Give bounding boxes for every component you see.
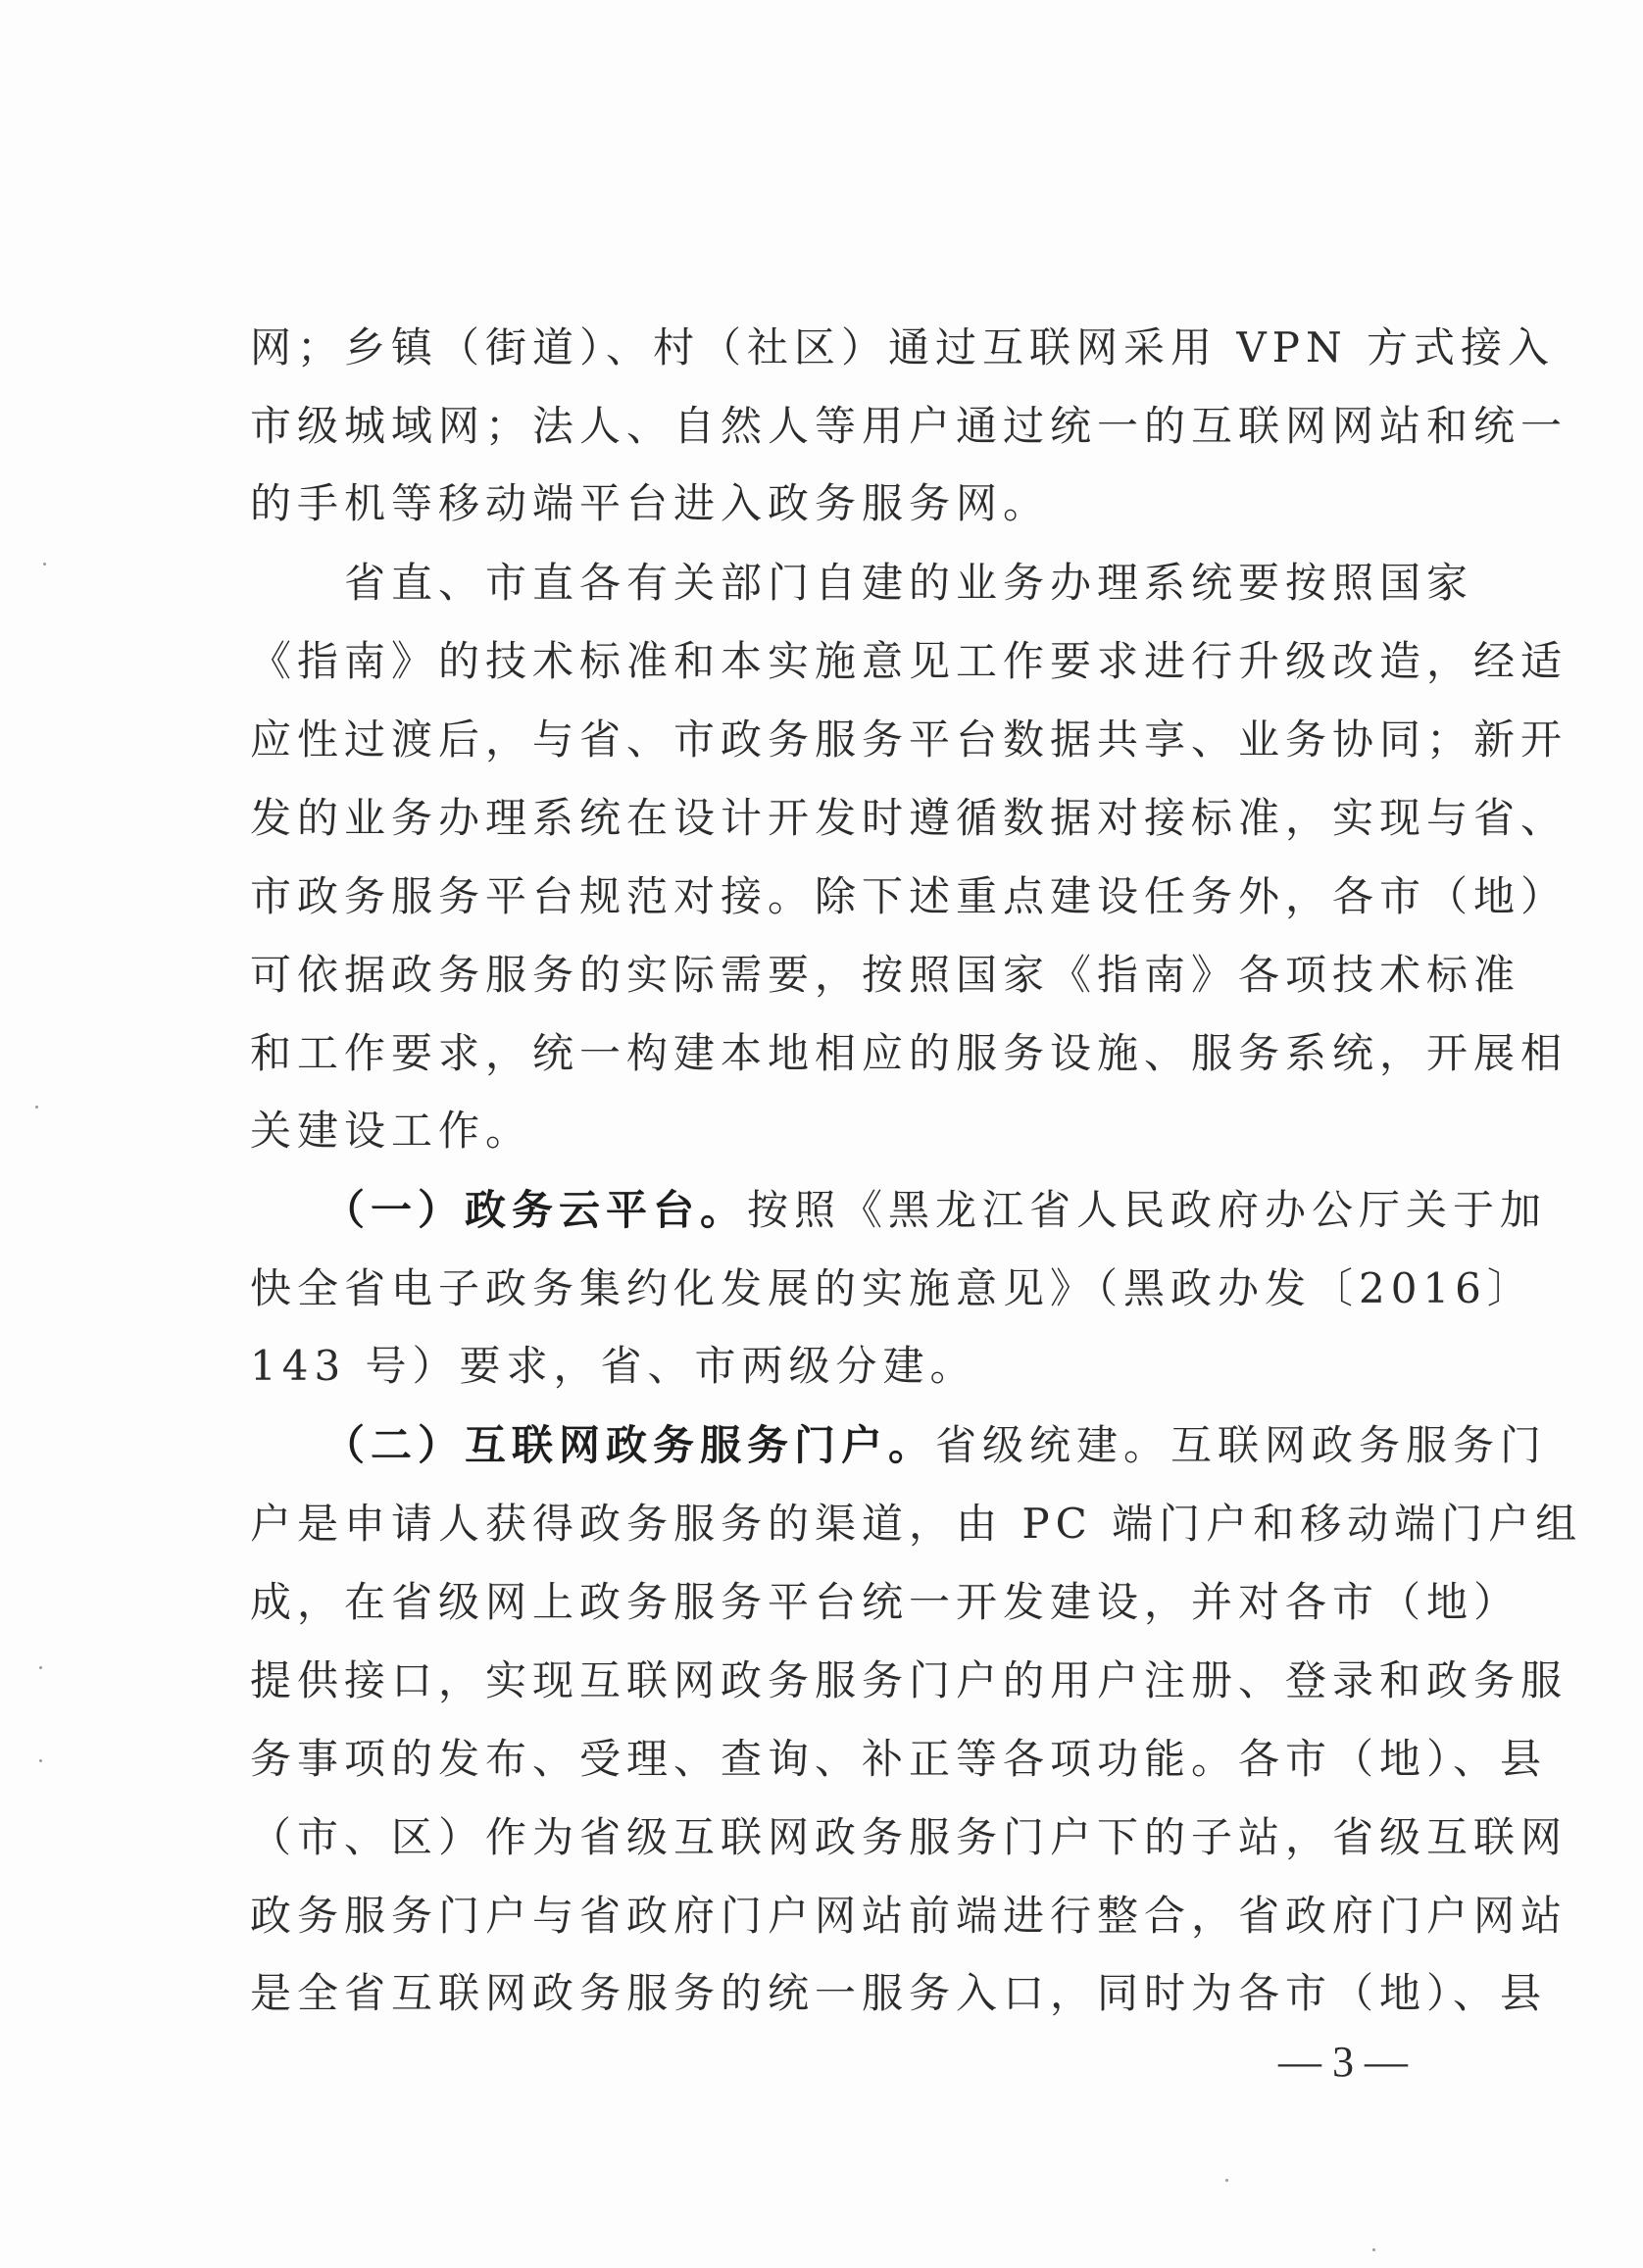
text-line: 提供接口，实现互联网政务服务门户的用户注册、登录和政务服 xyxy=(250,1656,1568,1704)
text-line: 政务服务门户与省政府门户网站前端进行整合，省政府门户网站 xyxy=(250,1892,1568,1940)
scan-speck xyxy=(1225,2179,1228,2182)
text-line: 市政务服务平台规范对接。除下述重点建设任务外，各市（地） xyxy=(250,872,1568,920)
scan-speck xyxy=(43,563,46,566)
section-text: 省级统建。互联网政务服务门 xyxy=(935,1421,1548,1469)
text-line: 《指南》的技术标准和本实施意见工作要求进行升级改造，经适 xyxy=(250,637,1568,685)
text-line: 快全省电子政务集约化发展的实施意见》（黑政办发〔2016〕 xyxy=(250,1264,1534,1312)
text-line: 市级城域网；法人、自然人等用户通过统一的互联网网站和统一 xyxy=(250,402,1568,450)
scan-speck xyxy=(39,1759,42,1762)
scan-speck xyxy=(1372,2248,1375,2251)
scan-speck xyxy=(35,1106,38,1109)
section-text: 按照《黑龙江省人民政府办公厅关于加 xyxy=(747,1186,1548,1234)
text-line: 143 号）要求，省、市两级分建。 xyxy=(250,1342,977,1390)
text-line: 务事项的发布、受理、查询、补正等各项功能。各市（地）、县 xyxy=(250,1735,1548,1783)
text-line: （市、区）作为省级互联网政务服务门户下的子站，省级互联网 xyxy=(250,1813,1568,1861)
text-line: 成，在省级网上政务服务平台统一开发建设，并对各市（地） xyxy=(250,1578,1521,1626)
text-line: 可依据政务服务的实际需要，按照国家《指南》各项技术标准 xyxy=(250,951,1521,999)
section-heading: （一）政务云平台。 xyxy=(250,1186,748,1234)
text-line: 的手机等移动端平台进入政务服务网。 xyxy=(250,479,1051,527)
text-line: 省直、市直各有关部门自建的业务办理系统要按照国家 xyxy=(250,559,1474,607)
section-heading: （二）互联网政务服务门户。 xyxy=(250,1421,936,1469)
text-line: 是全省互联网政务服务的统一服务入口，同时为各市（地）、县 xyxy=(250,1969,1548,2017)
text-line: 应性过渡后，与省、市政务服务平台数据共享、业务协同；新开 xyxy=(250,715,1568,764)
text-line: 户是申请人获得政务服务的渠道，由 PC 端门户和移动端门户组 xyxy=(250,1500,1583,1548)
text-line: 关建设工作。 xyxy=(250,1107,533,1155)
scan-speck xyxy=(39,1666,42,1669)
page-number: — 3 — xyxy=(1278,2038,1408,2086)
section-heading-line xyxy=(250,1416,1548,1475)
text-line: 发的业务办理系统在设计开发时遵循数据对接标准，实现与省、 xyxy=(250,794,1568,842)
text-line: 网；乡镇（街道）、村（社区）通过互联网采用 VPN 方式接入 xyxy=(250,323,1556,371)
text-line: 和工作要求，统一构建本地相应的服务设施、服务系统，开展相 xyxy=(250,1029,1568,1077)
section-heading-line xyxy=(250,1181,1548,1240)
